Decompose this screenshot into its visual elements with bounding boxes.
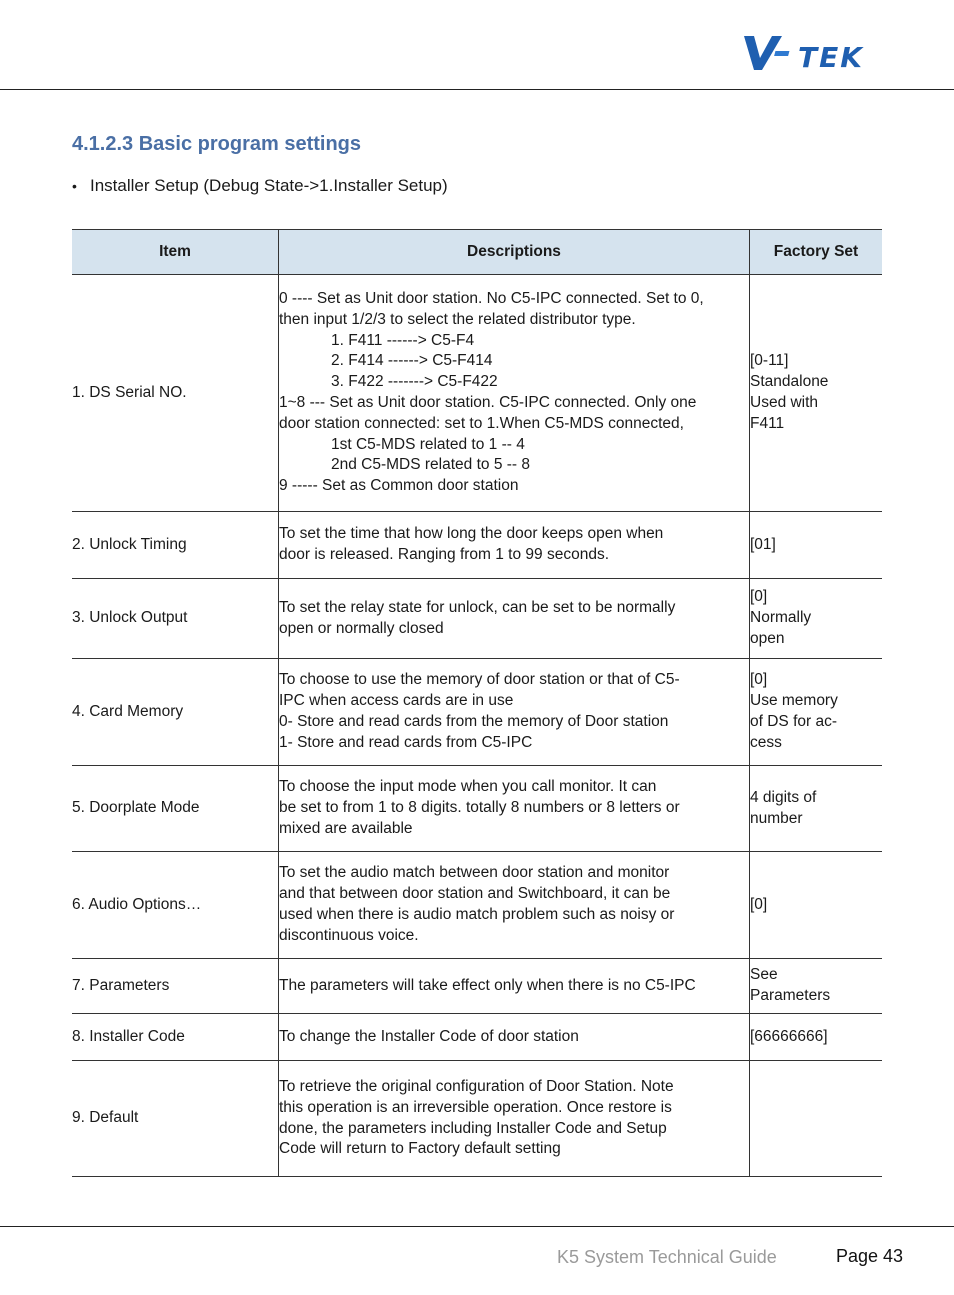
description-line: To retrieve the original configuration of Door Station. Note [279, 1077, 674, 1095]
row-item: 1. DS Serial NO. [72, 275, 279, 512]
factory-line: cess [750, 733, 782, 751]
factory-line: open [750, 629, 785, 647]
bullet-text: Installer Setup (Debug State->1.Installer Setup) [90, 176, 448, 195]
description-line: 2. F414 ------> C5-F414 [331, 352, 493, 370]
factory-line: 4 digits of [750, 788, 817, 806]
factory-line: [0] [750, 671, 768, 689]
description-line: be set to from 1 to 8 digits. totally 8 numbers or 8 letters or [279, 799, 680, 817]
description-line: 1st C5-MDS related to 1 -- 4 [331, 435, 525, 453]
table-row [72, 512, 882, 579]
row-item: 7. Parameters [72, 959, 279, 1014]
table-row [72, 275, 882, 512]
row-description [279, 852, 750, 959]
description-line: this operation is an irreversible operation. Once restore is [279, 1098, 672, 1116]
factory-line: See [750, 966, 778, 984]
description-line: 3. F422 -------> C5-F422 [331, 373, 498, 391]
description-line: then input 1/2/3 to select the related distributor type. [279, 310, 636, 328]
row-factory-set [750, 959, 883, 1014]
description-line: 2nd C5-MDS related to 5 -- 8 [331, 456, 531, 474]
description-line: 0- Store and read cards from the memory of Door station [279, 713, 669, 730]
factory-line: Standalone [750, 373, 829, 391]
row-item: 4. Card Memory [72, 659, 279, 766]
description-line: To set the time that how long the door keeps open when [279, 525, 664, 543]
description-line: 1. F411 ------> C5-F4 [331, 331, 475, 349]
row-factory-set [750, 1014, 883, 1061]
description-line: and that between door station and Switchboard, it can be [279, 885, 671, 903]
factory-line: [0] [750, 895, 768, 913]
description-line: The parameters will take effect only when there is no C5-IPC [279, 976, 696, 994]
table-row [72, 959, 882, 1014]
factory-line: of DS for ac- [750, 713, 837, 730]
description-line: To change the Installer Code of door station [279, 1027, 579, 1045]
description-line: done, the parameters including Installer Code and Setup [279, 1119, 667, 1137]
table-row [72, 579, 882, 659]
table-row [72, 766, 882, 852]
factory-line: Use memory [750, 692, 838, 710]
factory-line: [0] [750, 588, 768, 606]
row-description [279, 959, 750, 1014]
bullet-item [72, 176, 448, 196]
table-row [72, 1014, 882, 1061]
row-item: 6. Audio Options… [72, 852, 279, 959]
description-line: To choose the input mode when you call monitor. It can [279, 778, 657, 796]
factory-line: [66666666] [750, 1027, 828, 1045]
row-factory-set [750, 659, 883, 766]
vtek-logo [742, 34, 882, 74]
factory-line: [0-11] [750, 352, 789, 370]
description-line: 9 ----- Set as Common door station [279, 477, 519, 495]
row-factory-set [750, 852, 883, 959]
header-rule [0, 89, 954, 90]
section-title: 4.1.2.3 Basic program settings [72, 133, 362, 155]
description-line: To set the audio match between door station and monitor [279, 864, 670, 882]
settings-table [72, 229, 882, 1177]
factory-line: [01] [750, 535, 776, 553]
row-item: 5. Doorplate Mode [72, 766, 279, 852]
factory-line: F411 [750, 414, 785, 432]
description-line: 0 ---- Set as Unit door station. No C5-IPC connected. Set to 0, [279, 290, 704, 308]
description-line: mixed are available [279, 819, 413, 837]
row-description [279, 766, 750, 852]
header-factory-set: Factory Set [750, 230, 883, 275]
row-item: 3. Unlock Output [72, 579, 279, 659]
svg-text:TEK: TEK [798, 41, 864, 74]
row-description [279, 275, 750, 512]
row-item: 8. Installer Code [72, 1014, 279, 1061]
row-description [279, 659, 750, 766]
factory-line: Normally [750, 609, 812, 627]
footer-rule [0, 1226, 954, 1227]
page-number: Page 43 [836, 1246, 904, 1266]
row-item: 9. Default [72, 1061, 279, 1177]
bullet-symbol: • [72, 178, 77, 194]
row-factory-set [750, 579, 883, 659]
description-line: open or normally closed [279, 619, 444, 637]
description-line: door station connected: set to 1.When C5-MDS connected, [279, 414, 684, 432]
description-line: Code will return to Factory default setting [279, 1140, 561, 1158]
row-description [279, 1014, 750, 1061]
row-description [279, 512, 750, 579]
factory-line: number [750, 809, 803, 827]
description-line: used when there is audio match problem such as noisy or [279, 906, 675, 923]
description-line: discontinuous voice. [279, 926, 419, 944]
row-factory-set [750, 766, 883, 852]
table-row [72, 659, 882, 766]
description-line: door is released. Ranging from 1 to 99 seconds. [279, 546, 609, 563]
row-factory-set [750, 275, 883, 512]
row-factory-set [750, 1061, 883, 1177]
description-line: IPC when access cards are in use [279, 692, 514, 710]
table-row [72, 852, 882, 959]
factory-line: Used with [750, 394, 819, 411]
footer-guide-title: K5 System Technical Guide [557, 1247, 777, 1267]
row-description [279, 579, 750, 659]
header-descriptions: Descriptions [279, 230, 750, 275]
table-header-row [72, 230, 882, 275]
factory-line: Parameters [750, 987, 831, 1004]
row-item: 2. Unlock Timing [72, 512, 279, 579]
row-description [279, 1061, 750, 1177]
header-item: Item [72, 230, 279, 275]
description-line: To set the relay state for unlock, can be set to be normally [279, 598, 676, 616]
description-line: To choose to use the memory of door station or that of C5- [279, 671, 680, 689]
row-factory-set [750, 512, 883, 579]
description-line: 1~8 --- Set as Unit door station. C5-IPC connected. Only one [279, 394, 697, 411]
table-row [72, 1061, 882, 1177]
description-line: 1- Store and read cards from C5-IPC [279, 733, 533, 751]
